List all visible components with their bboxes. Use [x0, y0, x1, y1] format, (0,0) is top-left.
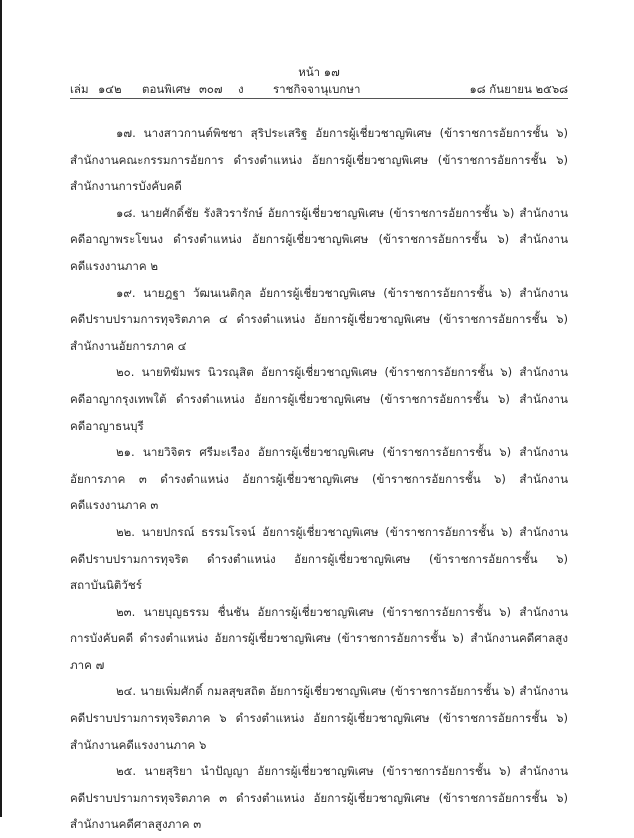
entry-line: สำนักงานคณะกรรมการอัยการ ดำรงตำแหน่ง อัยการผู้เชี่ยวชาญพิเศษ (ข้าราชการอัยการชั้น ๖) — [70, 152, 568, 167]
gazette-header — [70, 81, 568, 97]
entry-25 — [70, 758, 568, 838]
entry-line: คดีแรงงานภาค ๒ — [70, 258, 158, 273]
entry-18 — [70, 200, 568, 280]
publication-date: ๑๘ กันยายน ๒๕๖๘ — [469, 82, 568, 96]
entry-line: สำนักงานคดีศาลสูงภาค ๓ — [70, 817, 202, 832]
entry-line: คดีปราบปรามการทุจริต ดำรงตำแหน่ง อัยการผู้เชี่ยวชาญพิเศษ (ข้าราชการอัยการชั้น ๖) — [70, 551, 568, 566]
entry-line: สำนักงานการบังคับคดี — [70, 179, 182, 194]
page-number: หน้า ๑๗ — [298, 65, 340, 79]
entry-line: คดีปราบปรามการทุจริตภาค ๓ ดำรงตำแหน่ง อัยการผู้เชี่ยวชาญพิเศษ (ข้าราชการอัยการชั้น ๖) — [70, 790, 568, 805]
entry-line: อัยการภาค ๓ ดำรงตำแหน่ง อัยการผู้เชี่ยวชาญพิเศษ (ข้าราชการอัยการชั้น ๖) สำนักงาน — [70, 471, 568, 486]
entry-line: ๒๒. นายปกรณ์ ธรรมโรจน์ อัยการผู้เชี่ยวชาญพิเศษ (ข้าราชการอัยการชั้น ๖) สำนักงาน — [116, 524, 568, 539]
entry-line: การบังคับคดี ดำรงตำแหน่ง อัยการผู้เชี่ยวชาญพิเศษ (ข้าราชการอัยการชั้น ๖) สำนักงานคดีศาลสูง — [70, 631, 568, 646]
section-type: ง — [238, 82, 244, 96]
header-divider — [70, 98, 568, 99]
volume-number: ๑๔๒ — [98, 82, 122, 96]
entry-line: คดีปราบปรามการทุจริตภาค ๔ ดำรงตำแหน่ง อัยการผู้เชี่ยวชาญพิเศษ (ข้าราชการอัยการชั้น ๖) — [70, 312, 568, 327]
entry-23 — [70, 599, 568, 679]
volume-label: เล่ม — [70, 82, 89, 96]
entry-line: ๒๐. นายทิฆัมพร นิวรณุสิต อัยการผู้เชี่ยวชาญพิเศษ (ข้าราชการอัยการชั้น ๖) สำนักงาน — [116, 365, 568, 380]
entry-line: สำนักงานอัยการภาค ๔ — [70, 338, 187, 353]
entry-20 — [70, 359, 568, 439]
entry-22 — [70, 519, 568, 599]
entry-line: ๒๔. นายเพิ่มศักดิ์ กมลสุขสถิต อัยการผู้เชี่ยวชาญพิเศษ (ข้าราชการอัยการชั้น ๖) สำนักงาน — [116, 684, 568, 699]
section-label: ตอนพิเศษ — [142, 82, 191, 96]
document-body — [70, 120, 568, 838]
entry-21 — [70, 439, 568, 519]
entry-line: คดีอาญาธนบุรี — [70, 418, 144, 433]
entry-line: ๑๗. นางสาวกานต์พิชชา สุริประเสริฐ อัยการผู้เชี่ยวชาญพิเศษ (ข้าราชการอัยการชั้น ๖) — [116, 126, 568, 140]
left-edge-border — [0, 0, 2, 817]
entry-line: ๑๙. นายฎฐา วัฒนเนติกุล อัยการผู้เชี่ยวชาญพิเศษ (ข้าราชการอัยการชั้น ๖) สำนักงาน — [116, 285, 568, 300]
entry-19 — [70, 280, 568, 360]
entry-line: คดีอาญากรุงเทพใต้ ดำรงตำแหน่ง อัยการผู้เชี่ยวชาญพิเศษ (ข้าราชการอัยการชั้น ๖) สำนักงาน — [70, 391, 568, 406]
entry-line: ภาค ๗ — [70, 657, 105, 672]
entry-line: คดีอาญาพระโขนง ดำรงตำแหน่ง อัยการผู้เชี่ยวชาญพิเศษ (ข้าราชการอัยการชั้น ๖) สำนักงาน — [70, 232, 568, 247]
entry-24 — [70, 678, 568, 758]
section-number: ๓๐๗ — [199, 82, 223, 96]
entry-line: ๒๑. นายวิจิตร ศรีมะเรือง อัยการผู้เชี่ยวชาญพิเศษ (ข้าราชการอัยการชั้น ๖) สำนักงาน — [116, 445, 568, 460]
entry-line: คดีแรงงานภาค ๓ — [70, 498, 159, 513]
entry-line: ๒๓. นายบุญธรรม ชื่นชัน อัยการผู้เชี่ยวชาญพิเศษ (ข้าราชการอัยการชั้น ๖) สำนักงาน — [116, 604, 568, 619]
entry-line: ๑๘. นายศักดิ์ชัย รังสิวรารักษ์ อัยการผู้เชี่ยวชาญพิเศษ (ข้าราชการอัยการชั้น ๖) สำนักงาน — [116, 205, 568, 220]
gazette-name: ราชกิจจานุเบกษา — [273, 82, 361, 96]
entry-17 — [70, 120, 568, 200]
entry-line: สถาบันนิติวัชร์ — [70, 578, 142, 593]
entry-line: ๒๕. นายสุริยา นำปัญญา อัยการผู้เชี่ยวชาญพิเศษ (ข้าราชการอัยการชั้น ๖) สำนักงาน — [116, 764, 568, 779]
entry-line: คดีปราบปรามการทุจริตภาค ๖ ดำรงตำแหน่ง อัยการผู้เชี่ยวชาญพิเศษ (ข้าราชการอัยการชั้น ๖) — [70, 711, 568, 726]
entry-line: สำนักงานคดีแรงงานภาค ๖ — [70, 737, 207, 752]
